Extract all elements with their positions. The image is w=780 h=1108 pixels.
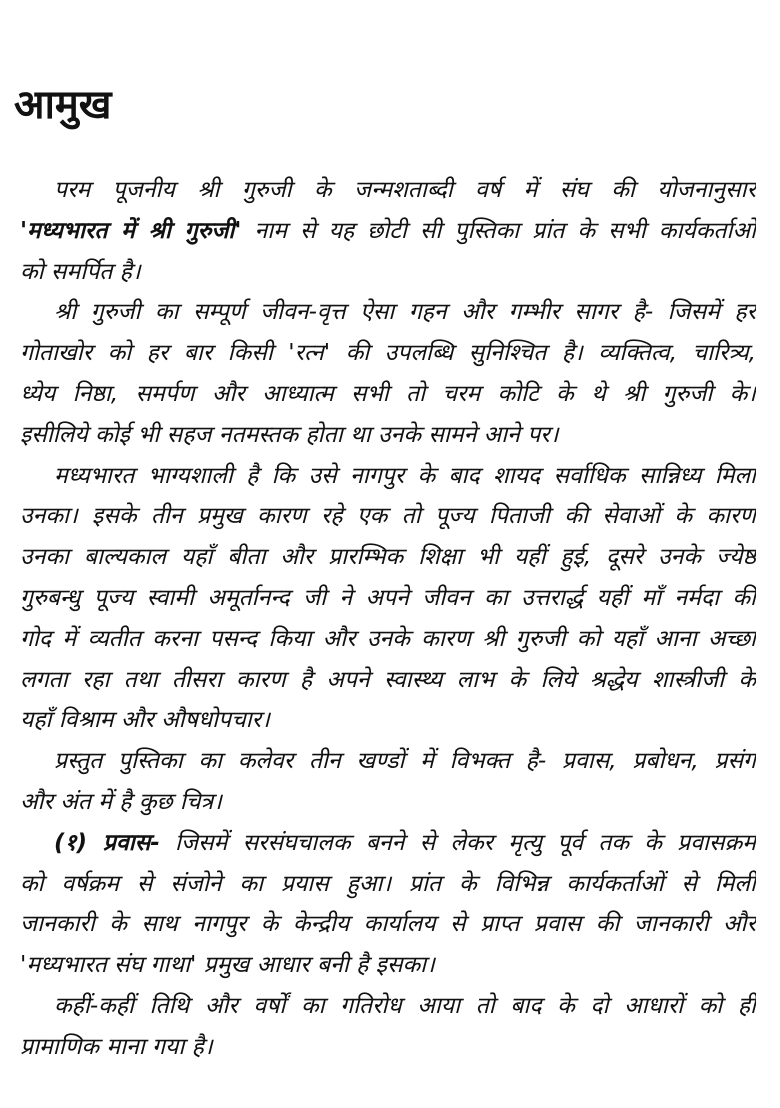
bold-text: 'मध्यभारत में श्री गुरुजी': [20, 217, 242, 244]
text-line: [20, 864, 756, 905]
page-title: आमुख: [14, 82, 112, 128]
text-segment: को समर्पित है।: [20, 258, 141, 285]
text-line: [20, 537, 756, 578]
paragraph: [20, 456, 756, 742]
paragraph: [20, 292, 756, 455]
text-line: [20, 1027, 756, 1068]
text-segment: गोद में व्यतीत करना पसन्द किया और उनके कारण श्री गुरुजी को यहाँ आना अच्छा: [20, 625, 756, 652]
text-segment: श्री गुरुजी का सम्पूर्ण जीवन-वृत्त ऐसा गहन और गम्भीर सागर है- जिसमें हर: [54, 299, 756, 326]
text-segment: जानकारी के साथ नागपुर के केन्द्रीय कार्यालय से प्राप्त प्रवास की जानकारी और: [20, 911, 756, 938]
text-line: [20, 823, 756, 864]
text-line: [20, 252, 756, 293]
text-segment: 'मध्यभारत संघ गाथा' प्रमुख आधार बनी है इसका।: [20, 952, 435, 979]
text-line: [20, 578, 756, 619]
text-segment: मध्यभारत भाग्यशाली है कि उसे नागपुर के बाद शायद सर्वाधिक सान्निध्य मिला: [54, 462, 756, 489]
text-line: [20, 904, 756, 945]
text-line: [20, 211, 756, 252]
text-line: [20, 700, 756, 741]
paragraph: [20, 170, 756, 292]
text-segment: उनका बाल्यकाल यहाँ बीता और प्रारम्भिक शिक्षा भी यहीं हुई, दूसरे उनके ज्येष्ठ: [20, 544, 756, 571]
text-line: [20, 170, 756, 211]
text-line: [20, 986, 756, 1027]
text-segment: नाम से यह छोटी सी पुस्तिका प्रांत के सभी कार्यकर्ताओं: [241, 217, 756, 244]
paragraph: [20, 986, 756, 1068]
text-segment: उनका। इसके तीन प्रमुख कारण रहे एक तो पूज्य पिताजी की सेवाओं के कारण: [20, 503, 756, 530]
text-segment: को वर्षक्रम से संजोने का प्रयास हुआ। प्रांत के विभिन्न कार्यकर्ताओं से मिली: [20, 870, 756, 897]
paragraph: [20, 741, 756, 823]
text-line: [20, 374, 756, 415]
text-line: [20, 945, 756, 986]
text-segment: गुरुबन्धु पूज्य स्वामी अमूर्तानन्द जी ने अपने जीवन का उत्तरार्द्ध यहीं माँ नर्मदा की: [20, 584, 756, 611]
text-segment: कहीं-कहीं तिथि और वर्षों का गतिरोध आया तो बाद के दो आधारों को ही: [54, 992, 756, 1019]
text-line: [20, 292, 756, 333]
text-segment: यहाँ विश्राम और औषधोपचार।: [20, 707, 270, 734]
text-line: [20, 496, 756, 537]
text-line: [20, 782, 756, 823]
text-segment: ध्येय निष्ठा, समर्पण और आध्यात्म सभी तो चरम कोटि के थे श्री गुरुजी के।: [20, 380, 756, 407]
text-segment: गोताखोर को हर बार किसी 'रत्न' की उपलब्धि सुनिश्चित है। व्यक्तित्व, चारित्र्य,: [20, 340, 756, 367]
text-line: [20, 619, 756, 660]
text-line: [20, 415, 756, 456]
text-segment: लगता रहा तथा तीसरा कारण है अपने स्वास्थ्य लाभ के लिये श्रद्धेय शास्त्रीजी के: [20, 666, 756, 693]
text-line: [20, 456, 756, 497]
text-segment: और अंत में है कुछ चित्र।: [20, 788, 222, 815]
text-segment: इसीलिये कोई भी सहज नतमस्तक होता था उनके सामने आने पर।: [20, 421, 559, 448]
document-body: [20, 170, 756, 1068]
text-line: [20, 660, 756, 701]
text-segment: परम पूजनीय श्री गुरुजी के जन्मशताब्दी वर्ष में संघ की योजनानुसार: [54, 177, 756, 203]
text-line: [20, 333, 756, 374]
text-segment: जिसमें सरसंघचालक बनने से लेकर मृत्यु पूर्व तक के प्रवासक्रम: [159, 829, 756, 856]
text-line: [20, 741, 756, 782]
paragraph: [20, 823, 756, 986]
text-segment: प्रामाणिक माना गया है।: [20, 1033, 213, 1060]
text-segment: प्रस्तुत पुस्तिका का कलेवर तीन खण्डों में विभक्त है- प्रवास, प्रबोधन, प्रसंग: [54, 748, 756, 775]
bold-text: (१) प्रवास-: [54, 829, 160, 856]
